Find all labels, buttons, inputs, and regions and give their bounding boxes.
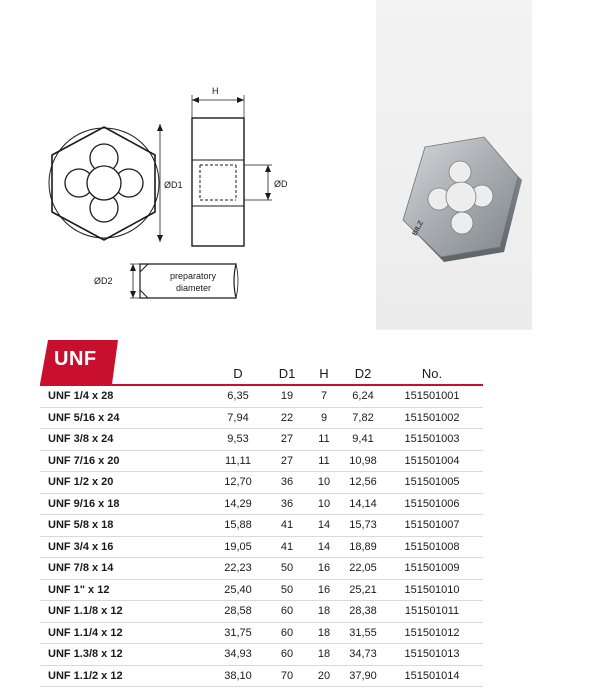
cell-number: 151501011: [404, 605, 460, 617]
cell-d: 9,53: [227, 433, 249, 445]
cell-d: 15,88: [224, 519, 252, 531]
cell-d: 14,29: [224, 497, 252, 510]
brand-logo-text: BILZ: [411, 219, 426, 237]
cell-number: 151501012: [404, 626, 460, 639]
label-h: H: [212, 86, 219, 96]
label-d2: ØD2: [94, 276, 113, 286]
cell-d2: 9,41: [352, 433, 374, 445]
cell-d: 34,93: [224, 648, 252, 660]
front-view: [49, 124, 163, 242]
table-row: [40, 537, 483, 559]
cell-h: 9: [320, 411, 328, 424]
cell-size: UNF 1.1/8 x 12: [48, 605, 123, 617]
cell-size: UNF 9/16 x 18: [48, 497, 120, 510]
cell-d: 7,94: [227, 411, 249, 424]
thread-opening: [65, 144, 143, 222]
label-d1: ØD1: [164, 180, 183, 190]
table-row: [40, 515, 483, 537]
cell-h: 16: [317, 562, 331, 574]
table-row: [40, 644, 483, 666]
side-view: [192, 95, 272, 246]
cell-h: 18: [317, 648, 331, 660]
cell-d1: 41: [280, 519, 294, 531]
cell-d: 25,40: [224, 583, 252, 596]
cell-d1: 60: [280, 605, 294, 617]
header-no: No.: [421, 366, 443, 381]
cell-d1: 60: [280, 648, 294, 660]
cell-d2: 6,24: [352, 390, 374, 402]
cell-h: 18: [317, 605, 331, 617]
spec-table: [40, 386, 483, 687]
cell-d1: 50: [280, 562, 294, 574]
cell-d: 12,70: [224, 476, 252, 488]
cell-size: UNF 1.3/8 x 12: [48, 648, 123, 660]
cell-size: UNF 5/16 x 24: [48, 411, 120, 424]
header-d: D: [233, 366, 243, 381]
table-row: [40, 472, 483, 494]
cell-size: UNF 7/8 x 14: [48, 562, 114, 574]
cell-size: UNF 3/4 x 16: [48, 540, 114, 553]
label-preparatory: preparatory: [170, 271, 217, 281]
header-h: H: [319, 366, 329, 381]
cell-d1: 22: [280, 411, 294, 424]
label-d: ØD: [274, 179, 288, 189]
cell-d1: 50: [280, 583, 294, 596]
header-d2: D2: [354, 366, 372, 381]
cell-d1: 60: [280, 626, 294, 639]
cell-d1: 27: [280, 433, 294, 445]
cell-d2: 10,98: [349, 454, 377, 467]
cell-number: 151501001: [404, 390, 460, 402]
cell-d1: 70: [280, 669, 294, 682]
cell-d2: 12,56: [349, 476, 377, 488]
cell-d2: 22,05: [349, 562, 377, 574]
table-row: [40, 623, 483, 645]
cell-h: 20: [317, 669, 331, 682]
cell-d1: 27: [280, 454, 294, 467]
cell-number: 151501002: [404, 411, 460, 424]
cell-h: 11: [318, 433, 330, 445]
cell-d2: 18,89: [349, 540, 377, 553]
die-nut-image: [376, 0, 532, 330]
label-diameter: diameter: [176, 283, 212, 293]
cell-d2: 34,73: [349, 648, 377, 660]
table-title: UNF: [54, 348, 97, 370]
table-row: [40, 601, 483, 623]
table-row: [40, 386, 483, 408]
cell-number: 151501003: [404, 433, 460, 445]
cell-size: UNF 1" x 12: [48, 583, 110, 596]
cell-size: UNF 1.1/2 x 12: [48, 669, 123, 682]
cell-h: 11: [318, 454, 330, 467]
cell-h: 14: [317, 540, 331, 553]
cell-size: UNF 3/8 x 24: [48, 433, 114, 445]
table-row: [40, 558, 483, 580]
cell-d2: 14,14: [349, 497, 377, 510]
cell-d: 28,58: [224, 605, 252, 617]
product-photo: [376, 0, 532, 330]
cell-number: 151501010: [404, 583, 460, 596]
cell-number: 151501004: [404, 454, 460, 467]
cell-d1: 19: [280, 390, 294, 402]
cell-h: 10: [317, 497, 331, 510]
cell-d2: 7,82: [352, 411, 374, 424]
cell-h: 10: [317, 476, 331, 488]
cell-size: UNF 7/16 x 20: [48, 454, 120, 467]
cell-number: 151501006: [404, 497, 460, 510]
technical-drawing: [0, 0, 360, 330]
cell-d1: 41: [280, 540, 294, 553]
cell-d: 22,23: [224, 562, 252, 574]
cell-number: 151501009: [404, 562, 460, 574]
cell-h: 7: [320, 390, 328, 402]
cell-d: 11,11: [225, 454, 251, 467]
table-row: [40, 451, 483, 473]
cell-d2: 25,21: [349, 583, 377, 596]
cell-size: UNF 1/2 x 20: [48, 476, 114, 488]
cell-d: 6,35: [227, 390, 249, 402]
cell-h: 14: [317, 519, 331, 531]
table-row: [40, 408, 483, 430]
cell-d2: 28,38: [349, 605, 377, 617]
cell-number: 151501005: [404, 476, 460, 488]
cell-h: 18: [317, 626, 331, 639]
cell-size: UNF 1.1/4 x 12: [48, 626, 123, 639]
cell-d1: 36: [280, 476, 294, 488]
cell-d2: 31,55: [349, 626, 377, 639]
cell-d: 19,05: [224, 540, 252, 553]
table-row: [40, 666, 483, 688]
cell-number: 151501007: [404, 519, 460, 531]
cell-d: 31,75: [224, 626, 252, 639]
table-row: [40, 429, 483, 451]
table-row: [40, 580, 483, 602]
cell-d2: 15,73: [349, 519, 377, 531]
cell-number: 151501014: [404, 669, 460, 682]
cell-number: 151501008: [404, 540, 460, 553]
cell-d: 38,10: [224, 669, 252, 682]
table-row: [40, 494, 483, 516]
cell-size: UNF 5/8 x 18: [48, 519, 114, 531]
header-d1: D1: [278, 366, 296, 381]
cell-d1: 36: [280, 497, 294, 510]
cell-h: 16: [317, 583, 331, 596]
cell-number: 151501013: [404, 648, 460, 660]
cell-d2: 37,90: [349, 669, 377, 682]
cell-size: UNF 1/4 x 28: [48, 390, 114, 402]
